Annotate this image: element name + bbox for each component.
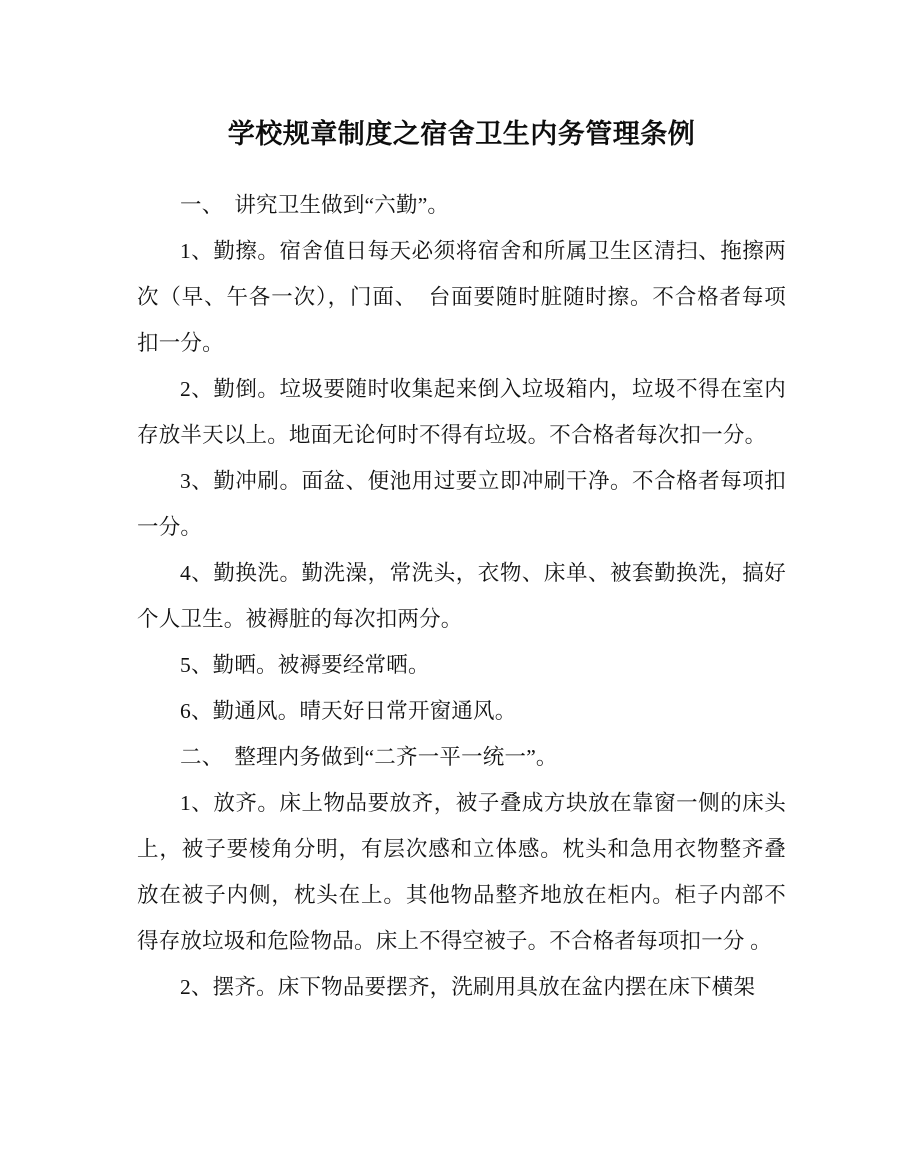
section-one <box>137 182 786 734</box>
section-two-item-2: 2、摆齐。床下物品要摆齐，洗刷用具放在盆内摆在床下横架 <box>180 974 756 999</box>
section-one-item-4: 4、勤换洗。勤洗澡，常洗头，衣物、床单、被套勤换洗，搞好个人卫生。被褥脏的每次扣两分。 <box>137 560 786 631</box>
section-one-item-1: 1、勤擦。宿舍值日每天必须将宿舍和所属卫生区清扫、拖擦两次（早、午各一次），门面、 台面要随时脏随时擦。不合格者每项扣一分。 <box>137 238 786 355</box>
page-title: 学校规章制度之宿舍卫生内务管理条例 <box>227 119 696 149</box>
document-body <box>137 0 786 1010</box>
section-one-item-6: 6、勤通风。晴天好日常开窗通风。 <box>180 698 517 723</box>
section-two <box>137 734 786 1010</box>
section-one-item-2: 2、勤倒。垃圾要随时收集起来倒入垃圾箱内，垃圾不得在室内存放半天以上。地面无论何时不得有垃圾。不合格者每次扣一分。 <box>137 376 786 447</box>
section-one-heading: 一、 讲究卫生做到“六勤”。 <box>180 192 450 217</box>
section-two-item-1: 1、放齐。床上物品要放齐，被子叠成方块放在靠窗一侧的床头上，被子要棱角分明，有层次感和立体感。枕头和急用衣物整齐叠放在被子内侧，枕头在上。其他物品整齐地放在柜内。柜子内部不得存放垃圾和危险物品。床上不得空被子。不合格者每项扣一分 。 <box>137 790 786 953</box>
section-two-heading: 二、 整理内务做到“二齐一平一统一”。 <box>180 744 558 769</box>
section-one-item-5: 5、勤晒。被褥要经常晒。 <box>180 652 430 677</box>
section-one-item-3: 3、勤冲刷。面盆、便池用过要立即冲刷干净。不合格者每项扣一分。 <box>137 468 786 539</box>
